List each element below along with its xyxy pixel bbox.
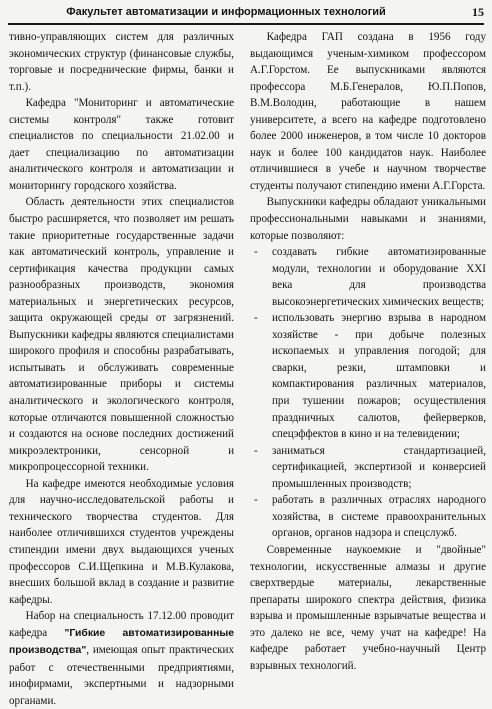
paragraph-gap-history: Кафедра ГАП создана в 1956 году выдающимся ученым-химиком профессором А.Г.Горстом. Ее выпускниками являются профессора М.Б.Генералов, Ю.П.Попов, В.М.Володин, работающие в нашем университете, а всего на кафедре подготовлено более 2000 инженеров, в том числе 10 докторов наук и более 100 кандидатов наук. Наиболее отличившиеся в учебе и научном творчестве студенты получают стипендию имени А.Г.Горста.: [250, 31, 486, 192]
dash-bullet: -: [254, 444, 258, 457]
dash-bullet: -: [254, 246, 258, 259]
page-number: 15: [472, 5, 484, 19]
list-item: [250, 443, 486, 493]
paragraph-field-of-activity: Область деятельности этих специалистов быстро расширяется, что позволяет им решать такие приоритетные государственные задачи как автоматический контроль, управление и сертификация качества продукции самых разнообразных производств, экономия материальных и энергетических ресурсов, защита окружающей среды от загрязнений. Выпускники кафедры являются специалистами широкого профиля и способны разрабатывать, испытывать и обслуживать современные автоматизированные приборы и системы аналитического и экологического контроля, которые отличаются повышенной сложностью и создаются на основе последних достижений микроэлектроники, сенсорной и микропроцессорной техники.: [9, 196, 234, 474]
list-item-text: создавать гибкие автоматизированные модули, технологии и оборудование XXI века для производства высокоэнергетических химических веществ;: [272, 246, 486, 308]
running-title: Факультет автоматизации и информационных технологий: [66, 6, 386, 18]
paragraph-continuation: тивно-управляющих систем для различных экономических структур (финансовые службы, торговые и посреднические фирмы, банки и т.п.).: [9, 31, 234, 93]
department-name-bold: "Гибкие автоматизированные производства": [9, 627, 234, 657]
list-item-text: работать в различных отраслях народного хозяйства, в системе правоохранительных органов, органов надзора и спецслужб.: [272, 494, 486, 540]
paragraph-technologies: Современные наукоемкие и "двойные" технологии, искусственные алмазы и другие сверхтвердые материалы, лекарственные препараты широкого спектра действия, физика взрыва и промышленные взрывчатые вещества и это далеко не все, чему учат на кафедре! На кафедре работает учебно-научный Центр взрывных технологий.: [250, 543, 486, 672]
paragraph-graduate-skills: Выпускники кафедры обладают уникальными профессиональными навыками и знаниями, которые позволяют:: [250, 196, 486, 242]
dash-bullet: -: [254, 494, 258, 507]
list-item-text: заниматься стандартизацией, сертификацией, экспертизой и конверсией промышленных производств;: [272, 444, 486, 490]
paragraph-research-conditions: На кафедре имеются необходимые условия для научно-исследовательской работы и технического творчества студентов. Для наиболее отличившихся студентов учреждены стипендии имени двух выдающихся ученых профессоров С.И.Щепкина и М.В.Кулакова, внесших большой вклад в создание и развитие кафедры.: [9, 477, 234, 606]
list-item-text: использовать энергию взрыва в народном хозяйстве - при добыче полезных ископаемых и управления погодой; для сварки, резки, штамповки и компактирования различных материалов, при тушении пожаров; осуществления праздничных салютов, фейерверков, спецэффектов в кино и на телевидении;: [272, 312, 486, 441]
paragraph-gap-enrollment: [9, 608, 234, 709]
dash-bullet: -: [254, 312, 258, 325]
paragraph-monitoring-department: Кафедра "Мониторинг и автоматические системы контроля" также готовит специалистов по специальности 21.02.00 и дает специализацию по автоматизации аналитического контроля и автоматизации и мониторингу городского хозяйства.: [9, 97, 234, 192]
list-item: [250, 244, 486, 310]
enrollment-text-before: Набор на специальность 17.12.00 проводит кафедра: [9, 610, 234, 639]
list-item: [250, 492, 486, 542]
enrollment-text-after: , имеющая опыт практических работ с отечественными предприятиями, инофирмами, экспертными и надзорными органами.: [9, 644, 234, 707]
list-item: [250, 310, 486, 442]
left-column: [9, 29, 234, 707]
right-column: [250, 29, 486, 672]
page-header: [8, 3, 484, 25]
skills-list: [250, 244, 486, 542]
